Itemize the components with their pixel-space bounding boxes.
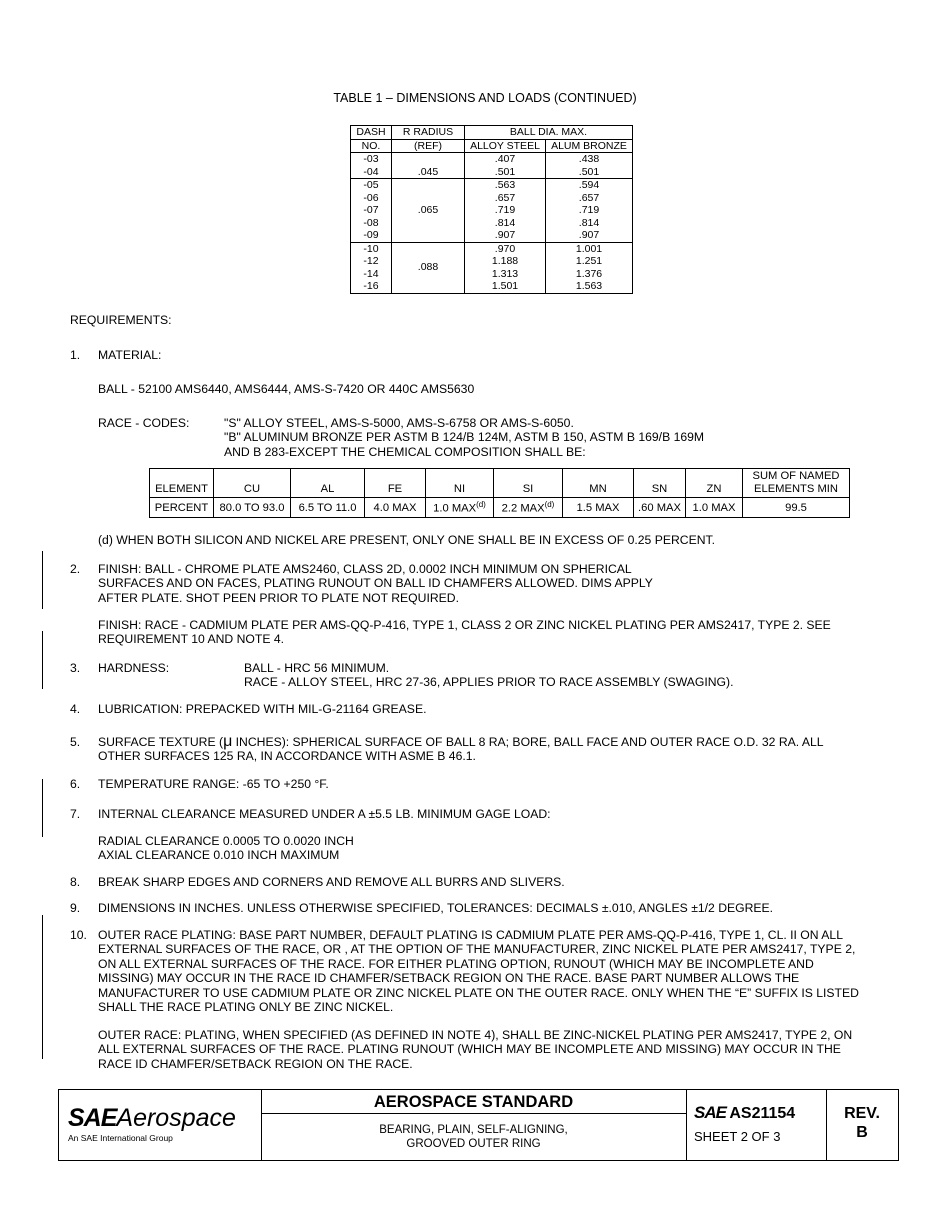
- document-number-cell: [686, 1090, 827, 1160]
- change-bar: [42, 551, 43, 609]
- hardness-label: HARDNESS:: [98, 661, 170, 675]
- change-bar: [42, 779, 43, 837]
- outer-race-para-2: OUTER RACE: PLATING, WHEN SPECIFIED (AS DEFINED IN NOTE 4), SHALL BE ZINC-NICKEL PLATING PER AMS2417, TYPE 2, ON ALL EXTERNAL SURFACES OF THE RACE. PLATING RUNOUT (WHICH MAY BE INCOMPLETE AND MISSING) MAY OCCUR IN THE RACE ID CHAMFER/SETBACK REGION ON THE RACE.: [98, 1028, 853, 1071]
- dims-group-2: -05 -06 -07 -08 -09 .065 .563 .657 .719 .814 .907 .594 .657 .719 .814 .907: [351, 179, 633, 243]
- clearance-text: INTERNAL CLEARANCE MEASURED UNDER A ±5.5 LB. MINIMUM GAGE LOAD:: [98, 807, 551, 821]
- clearance-values: RADIAL CLEARANCE 0.0005 TO 0.0020 INCH AXIAL CLEARANCE 0.010 INCH MAXIMUM: [98, 834, 354, 863]
- hardness-values: BALL - HRC 56 MINIMUM. RACE - ALLOY STEEL, HRC 27-36, APPLIES PRIOR TO RACE ASSEMBLY (SWAGING).: [244, 661, 734, 690]
- edges-text: BREAK SHARP EDGES AND CORNERS AND REMOVE ALL BURRS AND SLIVERS.: [98, 875, 565, 889]
- dims-group-1: -03 -04 .045 .407 .501 .438 .501: [351, 153, 633, 179]
- revision-cell: REV. B: [826, 1090, 898, 1160]
- race-codes-label: RACE - CODES:: [98, 416, 190, 430]
- table-title: TABLE 1 – DIMENSIONS AND LOADS (CONTINUED): [333, 91, 637, 105]
- change-bar: [42, 915, 43, 1059]
- standard-title: AEROSPACE STANDARD BEARING, PLAIN, SELF-ALIGNING, GROOVED OUTER RING: [261, 1090, 687, 1160]
- document-number: AS21154: [729, 1105, 796, 1122]
- item-number-7: 7.: [70, 807, 81, 821]
- note-d: (d) WHEN BOTH SILICON AND NICKEL ARE PRESENT, ONLY ONE SHALL BE IN EXCESS OF 0.25 PERCENT.: [98, 533, 715, 547]
- finish-ball: FINISH: BALL - CHROME PLATE AMS2460, CLASS 2D, 0.0002 INCH MINIMUM ON SPHERICAL SURFACES AND ON FACES, PLATING RUNOUT ON BALL ID CHAMFERS ALLOWED. DIMS APPLY AFTER PLATE. SHOT PEEN PRIOR TO PLATE NOT REQUIRED.: [98, 562, 653, 605]
- dimensions-table: DASH R RADIUS BALL DIA. MAX. NO. (REF) ALLOY STEEL ALUM BRONZE -03 -04 .045 .407 .501 .438 .501 -05 -06 -07 -08 -09 .065 .563 .657 .719 .814 .907 .594 .657 .719 .814 .907 -10 -12 -14 -16 .088 .970 1.188 1.313 1.501 1.001 1.251 1.376 1.563: [350, 125, 633, 294]
- sae-aerospace-logo: SAEAerospace An SAE International Group: [59, 1090, 262, 1160]
- outer-race-para-1: OUTER RACE PLATING: BASE PART NUMBER, DEFAULT PLATING IS CADMIUM PLATE PER AMS-QQ-P-416, TYPE 1, CL. II ON ALL EXTERNAL SURFACES OF THE RACE, OR , AT THE OPTION OF THE MANUFACTURER, ZINC NICKEL PLATE PER AMS2417, TYPE 2, ON ALL EXTERNAL SURFACES OF THE RACE. FOR EITHER PLATING OPTION, RUNOUT (WHICH MAY BE INCOMPLETE AND MISSING) MAY OCCUR IN THE RACE ID CHAMFER/SETBACK REGION ON THE RACE. BASE PART NUMBER ALLOWS THE MANUFACTURER TO USE CADMIUM PLATE OR ZINC NICKEL PLATE ON THE OUTER RACE. ONLY WHEN THE “E” SUFFIX IS LISTED SHALL THE RACE PLATING ONLY BE ZINC NICKEL.: [98, 928, 859, 1015]
- lubrication-text: LUBRICATION: PREPACKED WITH MIL-G-21164 GREASE.: [98, 702, 427, 716]
- item-number-2: 2.: [70, 562, 81, 576]
- item-number-9: 9.: [70, 901, 81, 915]
- material-heading: MATERIAL:: [98, 348, 162, 362]
- item-number-10: 10.: [70, 928, 87, 942]
- sae-logo-small: SAE: [694, 1103, 726, 1122]
- sheet-number: SHEET 2 OF 3: [694, 1129, 781, 1144]
- item-number-5: 5.: [70, 735, 81, 749]
- item-number-3: 3.: [70, 661, 81, 675]
- item-number-8: 8.: [70, 875, 81, 889]
- finish-race: FINISH: RACE - CADMIUM PLATE PER AMS-QQ-P-416, TYPE 1, CLASS 2 OR ZINC NICKEL PLATING PER AMS2417, TYPE 2. SEE REQUIREMENT 10 AND NOTE 4.: [98, 618, 831, 647]
- material-ball: BALL - 52100 AMS6440, AMS6444, AMS-S-7420 OR 440C AMS5630: [98, 382, 475, 396]
- race-codes-text: "S" ALLOY STEEL, AMS-S-5000, AMS-S-6758 OR AMS-S-6050. "B" ALUMINUM BRONZE PER ASTM B 124/B 124M, ASTM B 150, ASTM B 169/B 169M AND B 283-EXCEPT THE CHEMICAL COMPOSITION SHALL BE:: [224, 416, 705, 459]
- dims-group-3: -10 -12 -14 -16 .088 .970 1.188 1.313 1.501 1.001 1.251 1.376 1.563: [351, 242, 633, 293]
- title-block: [58, 1089, 899, 1161]
- requirements-heading: REQUIREMENTS:: [70, 313, 172, 327]
- part-description: BEARING, PLAIN, SELF-ALIGNING, GROOVED OUTER RING: [379, 1124, 568, 1150]
- item-number-4: 4.: [70, 702, 81, 716]
- dimensions-text: DIMENSIONS IN INCHES. UNLESS OTHERWISE SPECIFIED, TOLERANCES: DECIMALS ±.010, ANGLES ±1/2 DEGREE.: [98, 901, 774, 915]
- surface-text: SURFACE TEXTURE (μ INCHES): SPHERICAL SURFACE OF BALL 8 RA; BORE, BALL FACE AND OUTER RACE O.D. 32 RA. ALL OTHER SURFACES 125 RA, IN ACCORDANCE WITH ASME B 46.1.: [98, 733, 824, 764]
- temperature-text: TEMPERATURE RANGE: -65 TO +250 °F.: [98, 777, 329, 791]
- composition-table: ELEMENT CU AL FE NI SI MN SN ZN SUM OF NAMED ELEMENTS MIN PERCENT 80.0 TO 93.0 6.5 TO 11.0 4.0 MAX 1.0 MAX$^{(d)}$ 2.2 MAX$^{(d)}$ 1.5 MAX .60 MAX 1.0 MAX 99.5: [149, 468, 850, 518]
- item-number-1: 1.: [70, 348, 81, 362]
- revision-letter: B: [856, 1124, 868, 1141]
- item-number-6: 6.: [70, 777, 81, 791]
- mu-symbol: μ: [223, 733, 233, 750]
- change-bar: [42, 631, 43, 689]
